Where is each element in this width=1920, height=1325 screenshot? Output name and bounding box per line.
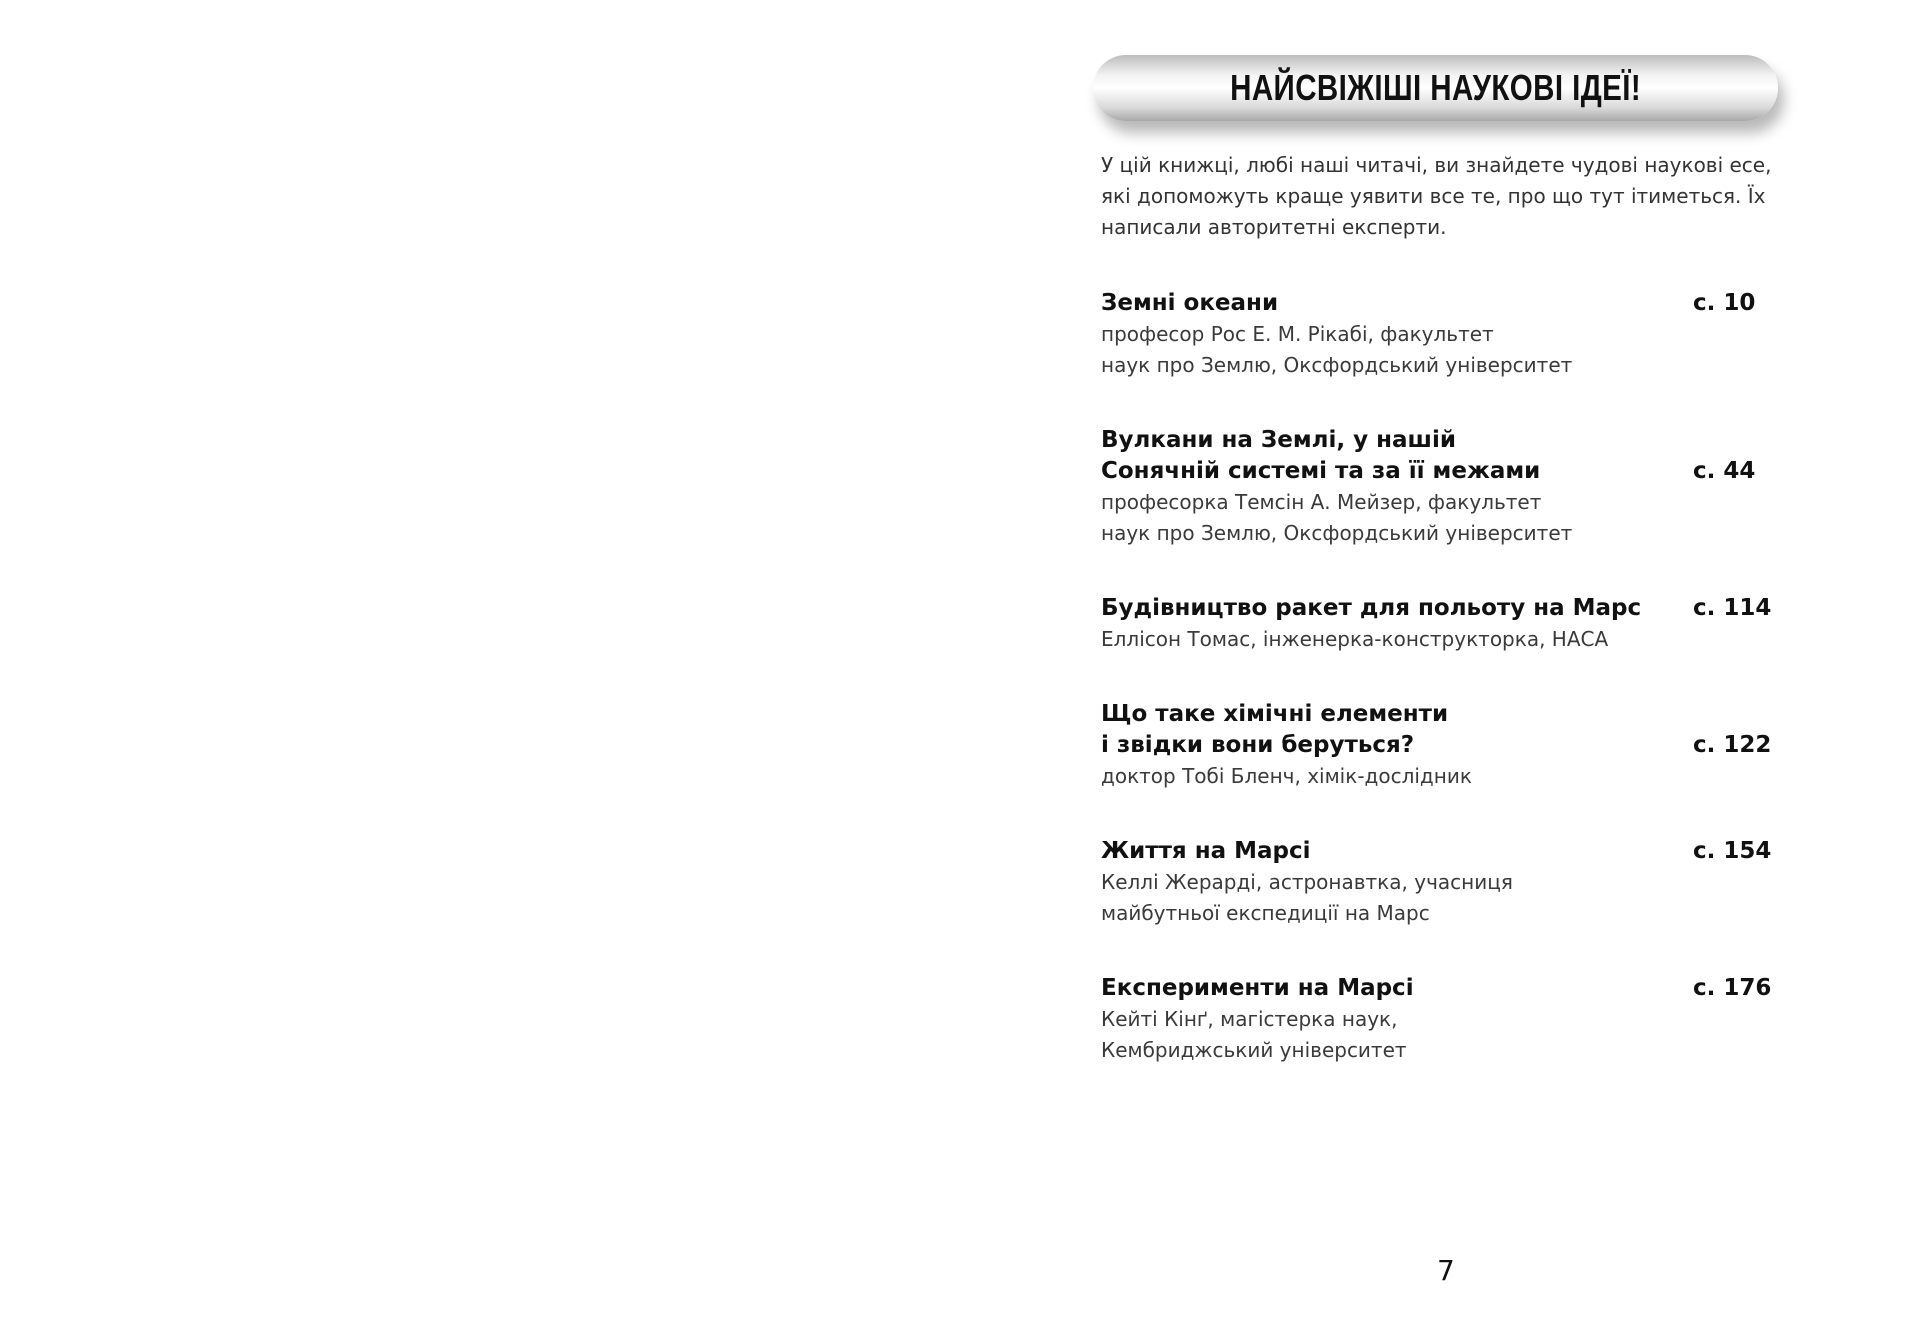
toc-author-line: професор Рос Е. М. Рікабі, факультет — [1101, 322, 1494, 346]
toc-title-line: Вулкани на Землі, у нашій — [1101, 427, 1456, 453]
toc-entry[interactable] — [1101, 973, 1801, 1066]
toc-entry[interactable] — [1101, 288, 1801, 381]
toc-title-line: Експерименти на Марсі — [1101, 975, 1414, 1001]
toc-entry-title — [1101, 593, 1693, 624]
toc-author-line: Еллісон Томас, інженерка-конструкторка, НАСА — [1101, 627, 1609, 651]
toc-entry-title — [1101, 288, 1693, 319]
toc-author-line: наук про Землю, Оксфордський університет — [1101, 521, 1573, 545]
toc-page-ref: с. 44 — [1693, 458, 1756, 484]
toc-page-ref: с. 114 — [1693, 595, 1772, 621]
toc-page-ref: с. 10 — [1693, 290, 1756, 316]
toc-title-line: Життя на Марсі — [1101, 838, 1311, 864]
toc-title-line: і звідки вони беруться? — [1101, 732, 1415, 758]
toc-author-line: професорка Темсін А. Мейзер, факультет — [1101, 490, 1542, 514]
toc-entry[interactable] — [1101, 836, 1801, 929]
toc-author-line: Келлі Жерарді, астронавтка, учасниця — [1101, 870, 1513, 894]
toc-entry[interactable] — [1101, 699, 1801, 792]
toc-entry-author — [1101, 1004, 1801, 1066]
toc-entry-author — [1101, 319, 1801, 381]
toc-title-line: Будівництво ракет для польоту на Марс — [1101, 595, 1642, 621]
toc-author-line: Кембриджський університет — [1101, 1038, 1407, 1062]
toc-author-line: Кейті Кінґ, магістерка наук, — [1101, 1007, 1398, 1031]
intro-line: У цій книжці, любі наші читачі, ви знайдете чудові наукові есе, — [1101, 153, 1772, 177]
page-title: НАЙСВІЖІШІ НАУКОВІ ІДЕЇ! — [1230, 67, 1641, 108]
page-number: 7 — [1437, 1254, 1455, 1287]
toc-entry[interactable] — [1101, 593, 1801, 655]
toc-entry-head — [1101, 593, 1801, 624]
toc-title-line: Що таке хімічні елементи — [1101, 701, 1449, 727]
table-of-contents — [1101, 288, 1801, 1110]
toc-page-ref: с. 122 — [1693, 732, 1772, 758]
toc-entry-author — [1101, 624, 1801, 655]
toc-entry-author — [1101, 761, 1801, 792]
toc-title-line: Сонячній системі та за її межами — [1101, 458, 1541, 484]
toc-author-line: майбутньої експедиції на Марс — [1101, 901, 1430, 925]
toc-entry-head — [1101, 699, 1801, 761]
intro-paragraph — [1101, 150, 1821, 243]
toc-author-line: наук про Землю, Оксфордський університет — [1101, 353, 1573, 377]
toc-entry-author — [1101, 487, 1801, 549]
toc-entry-head — [1101, 836, 1801, 867]
toc-entry-title — [1101, 425, 1693, 487]
toc-entry-head — [1101, 288, 1801, 319]
toc-title-line: Земні океани — [1101, 290, 1279, 316]
toc-page-ref: с. 176 — [1693, 975, 1772, 1001]
intro-line: які допоможуть краще уявити все те, про що тут ітиметься. Їх — [1101, 184, 1766, 208]
toc-entry-title — [1101, 699, 1693, 761]
intro-line: написали авторитетні експерти. — [1101, 215, 1447, 239]
toc-entry-title — [1101, 836, 1693, 867]
toc-entry[interactable] — [1101, 425, 1801, 549]
toc-author-line: доктор Тобі Бленч, хімік-дослідник — [1101, 764, 1472, 788]
toc-entry-head — [1101, 425, 1801, 487]
toc-entry-author — [1101, 867, 1801, 929]
toc-page-ref: с. 154 — [1693, 838, 1772, 864]
title-banner — [1093, 55, 1778, 121]
toc-entry-title — [1101, 973, 1693, 1004]
toc-entry-head — [1101, 973, 1801, 1004]
